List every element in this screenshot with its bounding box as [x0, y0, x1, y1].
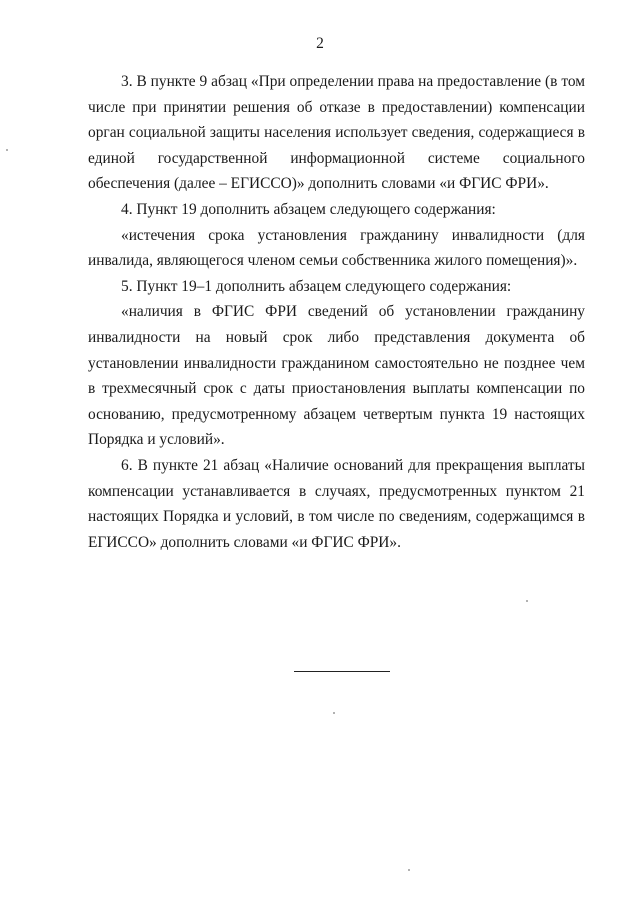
paragraph-quote-item-5: «наличия в ФГИС ФРИ сведений об установлении гражданину инвалидности на новый срок либо представления документа об установлении инвалидности гражданином самостоятельно не позднее чем в трехмесячный срок с даты приостановления выплаты компенсации по основанию, предусмотренному абзацем четвертым пункта 19 настоящих Порядка и условий».: [88, 303, 585, 449]
separator-line: [294, 671, 390, 672]
scan-speck: [333, 712, 335, 714]
paragraph-item-5: 5. Пункт 19–1 дополнить абзацем следующего содержания:: [121, 277, 512, 295]
paragraph-quote-item-4: «истечения срока установления гражданину инвалидности (для инвалида, являющегося членом семьи собственника жилого помещения)».: [88, 226, 585, 270]
paragraph-item-6: 6. В пункте 21 абзац «Наличие оснований для прекращения выплаты компенсации устанавливается в случаях, предусмотренных пунктом 21 настоящих Порядка и условий, в том числе по сведениям, содержащимся в ЕГИССО» дополнить словами «и ФГИС ФРИ».: [88, 456, 585, 551]
scan-speck: [6, 149, 8, 151]
document-body: [88, 69, 585, 555]
page-number: 2: [316, 35, 324, 52]
scan-speck: [408, 869, 410, 871]
paragraph-item-3: 3. В пункте 9 абзац «При определении права на предоставление (в том числе при принятии решения об отказе в предоставлении) компенсации орган социальной защиты населения использует сведения, содержащиеся в единой государственной информационной системе социального обеспечения (далее – ЕГИССО)» дополнить словами «и ФГИС ФРИ».: [88, 73, 585, 193]
scan-speck: [526, 600, 528, 602]
paragraph-item-4: 4. Пункт 19 дополнить абзацем следующего содержания:: [121, 200, 496, 218]
